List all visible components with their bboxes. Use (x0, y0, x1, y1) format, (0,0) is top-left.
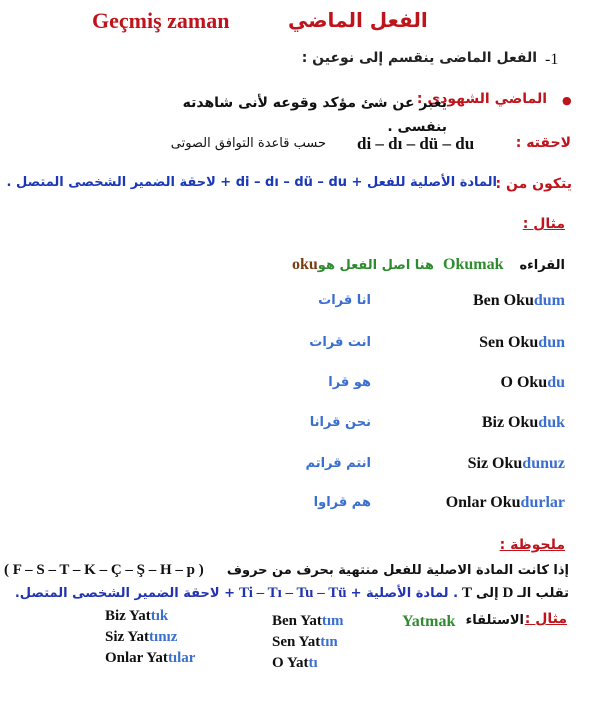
example2-heading: مثال : (524, 611, 567, 627)
note-line2-b: إلى (476, 586, 499, 601)
conjugation-stem: Ben Oku (472, 292, 534, 309)
conjugation-turkish (105, 629, 177, 646)
conjugation-suffix: tınız (149, 629, 178, 645)
conjugation-arabic: انا قرات (318, 293, 371, 308)
title-turkish: Geçmiş zaman (92, 8, 230, 33)
example2-verb-tr: Yatmak (402, 613, 456, 630)
conjugation-stem: Biz Yat (105, 608, 151, 624)
note-line2-c: . لمادة الأصلية + (350, 586, 459, 601)
example1-verb-ar: القراءه (519, 258, 565, 273)
note-line1-letters: ( F – S – T – K – Ç – Ş – H – p ) (4, 562, 204, 578)
conjugation-suffix: tım (321, 613, 344, 629)
conjugation-suffix: du (547, 374, 565, 391)
conjugation-turkish (479, 334, 565, 352)
composition-body: المادة الأصلية للفعل + di – dı – dü – du + لاحقة الضمير الشخصى المتصل . (6, 175, 497, 190)
bullet-desc: يعبر عن شئ مؤكد وقوعه لأنى شاهدته بنفسى . (182, 95, 447, 135)
section-text: الفعل الماضى ينقسم إلى نوعين : (301, 50, 537, 66)
conjugation-turkish (272, 634, 338, 651)
note-line2-forms: Ti – Tı – Tu – Tü (239, 585, 347, 601)
conjugation-suffix: tın (320, 634, 338, 650)
note-line2-a: تقلب الـ (517, 586, 569, 601)
section-number: -1 (545, 51, 559, 68)
conjugation-turkish (272, 613, 344, 630)
conjugation-suffix: dum (533, 292, 565, 309)
composition-label: يتكون من : (495, 176, 572, 192)
conjugation-arabic: نحن قرانا (309, 415, 371, 430)
conjugation-stem: O Oku (500, 374, 548, 391)
note-line2 (15, 585, 569, 602)
conjugation-stem: Ben Yat (272, 613, 322, 629)
conjugation-stem: Biz Oku (481, 414, 539, 431)
conjugation-turkish (105, 650, 195, 667)
example2-verb-ar: الاستلقاء (465, 613, 524, 628)
conjugation-suffix: dun (538, 334, 565, 351)
example1-heading: مثال : (522, 216, 565, 232)
note-heading: ملحوظة : (499, 537, 565, 553)
conjugation-turkish (501, 374, 565, 392)
conjugation-turkish (446, 494, 565, 512)
conjugation-stem: Siz Oku (467, 455, 523, 472)
conjugation-turkish (105, 608, 168, 625)
conjugation-arabic: انت قرات (309, 335, 371, 350)
conjugation-turkish (468, 455, 565, 473)
conjugation-arabic: هو قرا (328, 375, 371, 390)
conjugation-suffix: durlar (520, 494, 565, 511)
suffix-forms: di – dı – dü – du (357, 134, 475, 153)
conjugation-suffix: tılar (167, 650, 196, 666)
conjugation-turkish (473, 292, 565, 310)
note-line2-d: D (502, 585, 514, 601)
conjugation-stem: Siz Yat (105, 629, 150, 645)
bullet-term: الماضي الشهودى : (416, 91, 547, 107)
conjugation-suffix: tı (308, 655, 318, 671)
note-line2-t: T (462, 585, 473, 601)
suffix-label: لاحقته : (515, 135, 571, 151)
conjugation-suffix: tık (150, 608, 169, 624)
conjugation-stem: Sen Yat (272, 634, 321, 650)
example1-root: oku (292, 256, 318, 273)
conjugation-stem: Sen Oku (479, 334, 539, 351)
suffix-rule: حسب قاعدة التوافق الصوتى (170, 136, 326, 151)
conjugation-stem: Onlar Oku (445, 494, 521, 511)
conjugation-arabic: هم قراوا (313, 495, 371, 510)
example1-verb-tr: Okumak (443, 256, 504, 273)
note-line2-d-text: + لاحقة الضمير الشخصى المتصل. (14, 586, 235, 601)
conjugation-turkish (272, 655, 318, 672)
note-line1-text: إذا كانت المادة الاصلية للفعل منتهية بحرف من حروف (226, 563, 569, 578)
example1-root-note: هنا اصل الفعل هو (317, 258, 434, 273)
conjugation-turkish (482, 414, 565, 432)
conjugation-arabic: انتم قراتم (305, 456, 371, 471)
page-title (92, 8, 229, 34)
conjugation-stem: Onlar Yat (105, 650, 168, 666)
conjugation-suffix: dunuz (522, 455, 565, 472)
page-title-arabic: الفعل الماضي (288, 8, 428, 32)
composition-text (7, 175, 497, 190)
conjugation-stem: O Yat (272, 655, 309, 671)
bullet-icon: ● (562, 94, 572, 107)
conjugation-suffix: duk (538, 414, 565, 431)
